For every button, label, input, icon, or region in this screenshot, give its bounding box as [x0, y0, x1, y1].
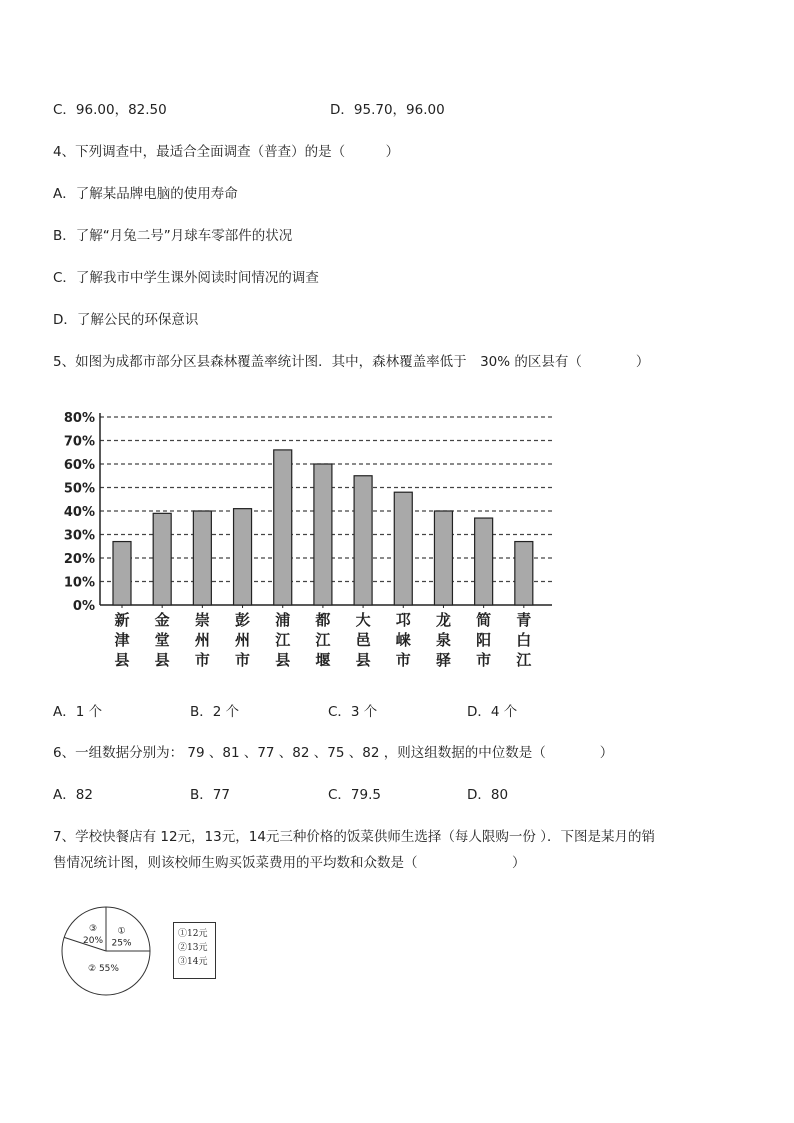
legend-item-14: ③14元	[178, 957, 208, 967]
y-tick-label: 20%	[63, 552, 95, 567]
q4-option-c: C．了解我市中学生课外阅读时间情况的调查	[53, 270, 319, 286]
y-tick-label: 60%	[63, 458, 95, 473]
x-tick-label: 邛崃市	[395, 611, 411, 669]
y-tick-label: 0%	[72, 599, 95, 614]
bar	[354, 476, 372, 605]
legend-item-12: ①12元	[178, 929, 208, 939]
q6-option-d: D．80	[467, 787, 509, 803]
x-tick-label: 大邑县	[355, 611, 371, 669]
x-tick-label: 简阳市	[476, 611, 492, 669]
x-tick-label: 青白江	[516, 611, 532, 669]
y-tick-label: 10%	[63, 575, 95, 591]
bar	[394, 492, 412, 605]
meal-price-pie-chart	[60, 905, 160, 1005]
bar	[434, 511, 452, 605]
pie-slice-label: ③	[89, 924, 98, 935]
y-tick-label: 30%	[63, 528, 95, 544]
q5-option-c: C．3 个	[328, 704, 378, 720]
pie-slice-percent: 25%	[111, 938, 132, 949]
bar	[193, 511, 211, 605]
x-tick-label: 彭州市	[235, 611, 251, 669]
x-tick-label: 都江堰	[315, 611, 331, 669]
q4-stem: 4、下列调查中，最适合全面调查（普查）的是（ ）	[53, 144, 400, 160]
bar	[113, 542, 131, 605]
forest-coverage-bar-chart	[60, 405, 560, 670]
q4-option-b: B．了解“月兔二号”月球车零部件的状况	[53, 228, 293, 244]
q7-stem-line1: 7、学校快餐店有 12元，13元，14元三种价格的饭菜供师生选择（每人限购一份 ）．下图是某月的销	[53, 829, 655, 845]
q6-stem: 6、一组数据分别为： 79 、81 、77 、82 、75 、82 ，则这组数据的中位数是（ ）	[53, 745, 614, 761]
bar	[515, 542, 533, 605]
q3-option-c: C．96.00，82.50	[53, 102, 167, 118]
bar	[234, 509, 252, 605]
y-tick-label: 80%	[63, 411, 95, 426]
q3-option-d: D．95.70，96.00	[330, 102, 445, 118]
q5-stem: 5、如图为成都市部分区县森林覆盖率统计图．其中，森林覆盖率低于 30% 的区县有（ ）	[53, 354, 650, 370]
pie-legend	[173, 922, 216, 979]
y-tick-label: 50%	[63, 481, 95, 497]
q7-stem-line2: 售情况统计图，则该校师生购买饭菜费用的平均数和众数是（ ）	[53, 855, 526, 871]
x-tick-label: 浦江县	[275, 611, 291, 669]
x-tick-label: 龙泉驿	[435, 611, 451, 669]
bar	[314, 464, 332, 605]
q6-option-b: B．77	[190, 787, 230, 803]
q6-option-c: C．79.5	[328, 787, 381, 803]
q4-option-d: D．了解公民的环保意识	[53, 312, 199, 328]
q6-option-a: A．82	[53, 787, 93, 803]
pie-slice-percent: 20%	[83, 936, 104, 947]
q5-option-a: A．1 个	[53, 704, 103, 720]
pie-slice-label: ② 55%	[88, 963, 119, 974]
bar	[153, 513, 171, 605]
x-tick-label: 金堂县	[154, 611, 170, 669]
y-tick-label: 40%	[63, 505, 95, 520]
q5-option-b: B．2 个	[190, 704, 240, 720]
x-tick-label: 崇州市	[194, 611, 210, 669]
legend-item-13: ②13元	[178, 943, 208, 953]
x-tick-label: 新津县	[114, 611, 130, 669]
pie-slice-label: ①	[117, 926, 126, 937]
bar	[475, 518, 493, 605]
y-tick-label: 70%	[63, 434, 95, 450]
q5-option-d: D．4 个	[467, 704, 518, 720]
q4-option-a: A．了解某品牌电脑的使用寿命	[53, 186, 238, 202]
bar	[274, 450, 292, 605]
